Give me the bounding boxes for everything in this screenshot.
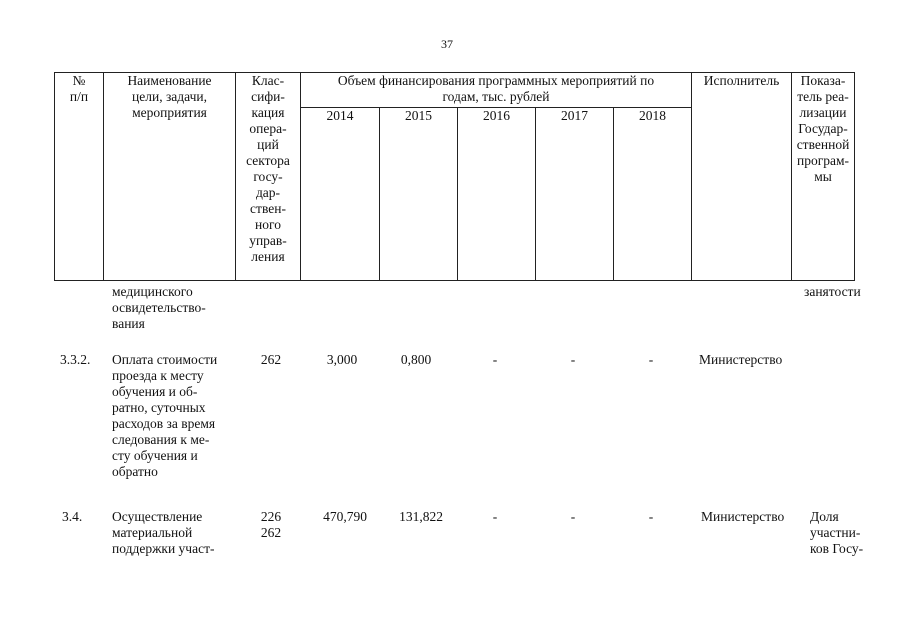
continuation-indicator: занятости [804, 284, 861, 299]
row-value-2015: 0,800 [400, 352, 432, 367]
text-line: ций [257, 137, 279, 152]
row-value-2015: 131,822 [399, 509, 443, 524]
row-value-2018: - [648, 352, 654, 367]
text-line: лизации [799, 105, 847, 120]
text-line: кация [251, 105, 285, 120]
text-line: Государ- [798, 121, 848, 136]
text-line: ков Госу- [810, 541, 864, 556]
header-year-2014: 2014 [301, 108, 380, 281]
text-line: 226 [260, 509, 282, 524]
header-name [104, 73, 236, 281]
text-line: 262 [260, 525, 282, 540]
row-classification [246, 352, 296, 368]
text-line: расходов за время [112, 416, 216, 431]
row-value-2018: - [648, 509, 654, 524]
row-executor: Министерство [701, 509, 785, 524]
text-line: 262 [260, 352, 282, 367]
text-line: цели, задачи, [132, 89, 207, 104]
text-line: Оплата стоимости [112, 352, 218, 367]
text-line: проезда к месту [112, 368, 204, 383]
text-line: материальной [112, 525, 193, 540]
text-line: Клас- [251, 73, 285, 88]
row-number: 3.4. [62, 509, 83, 524]
row-number: 3.3.2. [60, 352, 91, 367]
text-line: мы [814, 169, 832, 184]
text-line: следования к ме- [112, 432, 210, 447]
text-line: освидетельство- [112, 300, 206, 315]
text-line: сту обучения и [112, 448, 198, 463]
text-line: Наименование [127, 73, 212, 88]
text-line: участни- [810, 525, 861, 540]
header-year-2016: 2016 [458, 108, 536, 281]
text-line: мероприятия [132, 105, 207, 120]
text-line: дар- [255, 185, 281, 200]
row-value-2016: - [492, 352, 498, 367]
text-line: медицинского [112, 284, 193, 299]
text-line: ления [251, 249, 285, 264]
row-value-2014: 3,000 [326, 352, 358, 367]
row-indicator [810, 509, 863, 557]
text-line: госу- [253, 169, 283, 184]
header-year-2017: 2017 [536, 108, 614, 281]
header-executor: Исполнитель [692, 73, 792, 281]
header-num [55, 73, 104, 281]
text-line: управ- [249, 233, 287, 248]
text-line: обучения и об- [112, 384, 198, 399]
row-classification [246, 509, 296, 541]
row-value-2016: - [492, 509, 498, 524]
text-line: обратно [112, 464, 158, 479]
text-line: п/п [69, 89, 89, 104]
row-value-2017: - [570, 509, 576, 524]
text-line: поддержки участ- [112, 541, 215, 556]
header-year-2015: 2015 [380, 108, 458, 281]
text-line: Показа- [800, 73, 846, 88]
text-line: сифи- [251, 89, 285, 104]
text-line: Доля [810, 509, 839, 524]
text-line: годам, тыс. рублей [442, 89, 550, 104]
text-line: опера- [249, 121, 287, 136]
header-volume [301, 73, 692, 108]
text-line: ного [255, 217, 281, 232]
text-line: сектора [246, 153, 290, 168]
text-line: ственной [796, 137, 850, 152]
text-line: вания [112, 316, 145, 331]
row-value-2017: - [570, 352, 576, 367]
text-line: тель реа- [797, 89, 849, 104]
row-name [112, 509, 214, 557]
text-line: програм- [796, 153, 850, 168]
text-line: № [72, 73, 86, 88]
continuation-name [112, 284, 206, 332]
header-classification [236, 73, 301, 281]
header-indicator [792, 73, 855, 281]
header-year-2018: 2018 [614, 108, 692, 281]
row-value-2014: 470,790 [323, 509, 367, 524]
text-line: Осуществление [112, 509, 203, 524]
text-line: ствен- [250, 201, 286, 216]
text-line: Объем финансирования программных мероприятий по [337, 73, 655, 88]
table-header [54, 72, 855, 281]
row-name [112, 352, 217, 480]
row-executor: Министерство [699, 352, 783, 367]
text-line: ратно, суточных [112, 400, 206, 415]
page-number: 37 [441, 37, 453, 51]
